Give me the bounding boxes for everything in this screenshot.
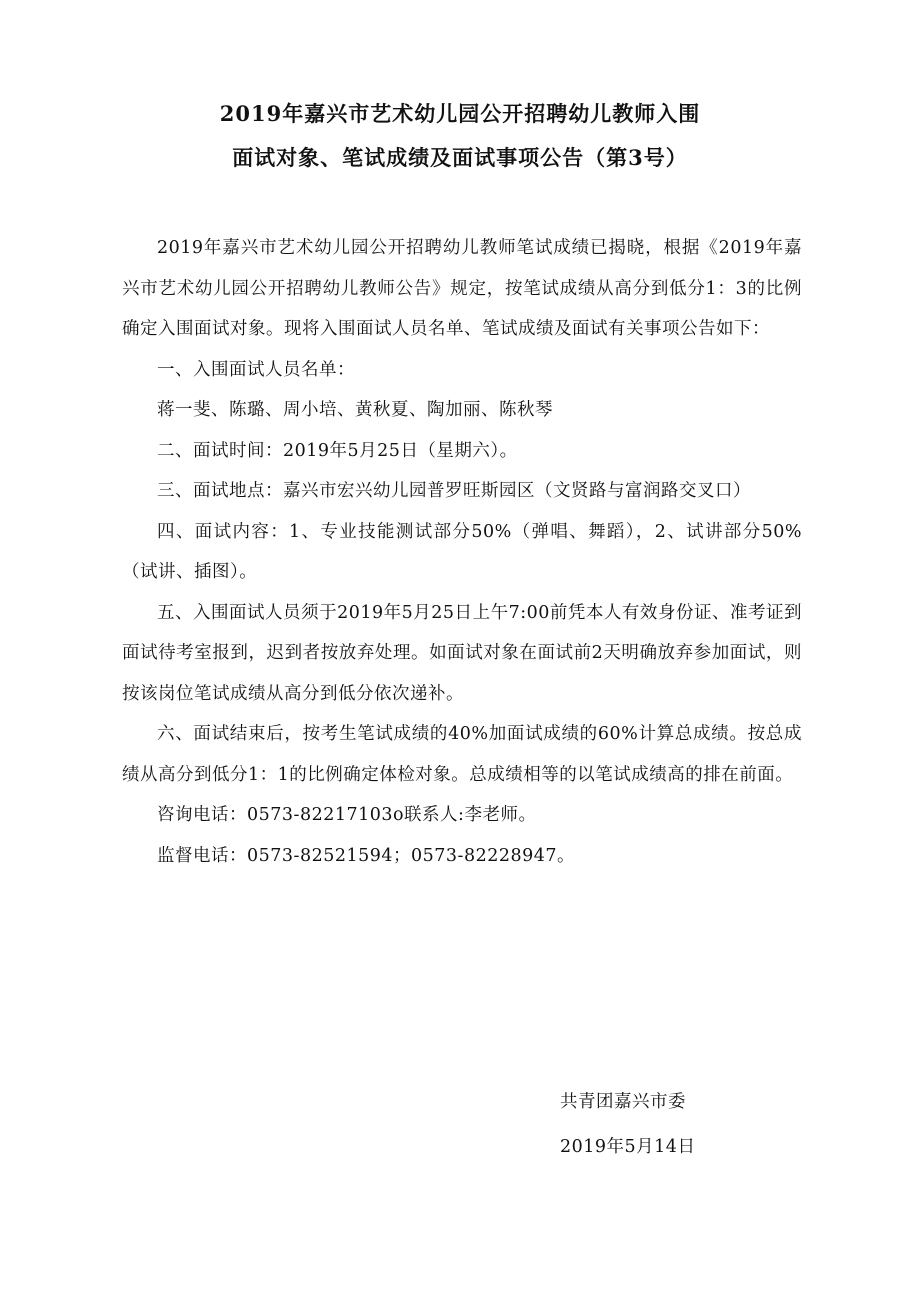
candidate-names: 蒋一斐、陈璐、周小培、黄秋夏、陶加丽、陈秋琴 [157,400,553,420]
supervision-phone: 监督电话：0573-82521594；0573-82228947。 [157,845,576,866]
document-body [122,228,802,876]
section-check-in-rules: 五、入围面试人员须于2019年5月25日上午7:00前凭本人有效身份证、准考证到面试待考室报到，迟到者按放弃处理。如面试对象在面试前2天明确放弃参加面试，则按该岗位笔试成绩从高分到低分依次递补。 [122,602,802,704]
section-interview-time: 二、面试时间：2019年5月25日（星期六）。 [157,440,518,461]
intro-paragraph: 2019年嘉兴市艺术幼儿园公开招聘幼儿教师笔试成绩已揭晓，根据《2019年嘉兴市艺术幼儿园公开招聘幼儿教师公告》规定，按笔试成绩从高分到低分1：3的比例确定入围面试对象。现将入围面试人员名单、笔试成绩及面试有关事项公告如下： [122,238,802,339]
issuing-organization: 共青团嘉兴市委 [560,1092,686,1112]
title-line-1: 2019年嘉兴市艺术幼儿园公开招聘幼儿教师入围 [219,101,701,126]
section-scoring-rules: 六、面试结束后，按考生笔试成绩的40%加面试成绩的60%计算总成绩。按总成绩从高分到低分1：1的比例确定体检对象。总成绩相等的以笔试成绩高的排在前面。 [122,724,802,785]
title-line-2: 面试对象、笔试成绩及面试事项公告（第3号） [232,145,688,170]
issue-date: 2019年5月14日 [560,1137,696,1157]
signature-block [560,1080,820,1170]
document-title [0,92,920,180]
consultation-phone: 咨询电话：0573-82217103o联系人:李老师。 [157,805,537,825]
section-candidates-heading: 一、入围面试人员名单： [157,359,355,380]
section-interview-content: 四、面试内容：1、专业技能测试部分50%（弹唱、舞蹈），2、试讲部分50%（试讲、插图）。 [122,521,802,582]
section-interview-location: 三、面试地点：嘉兴市宏兴幼儿园普罗旺斯园区（文贤路与富润路交叉口） [157,481,751,501]
